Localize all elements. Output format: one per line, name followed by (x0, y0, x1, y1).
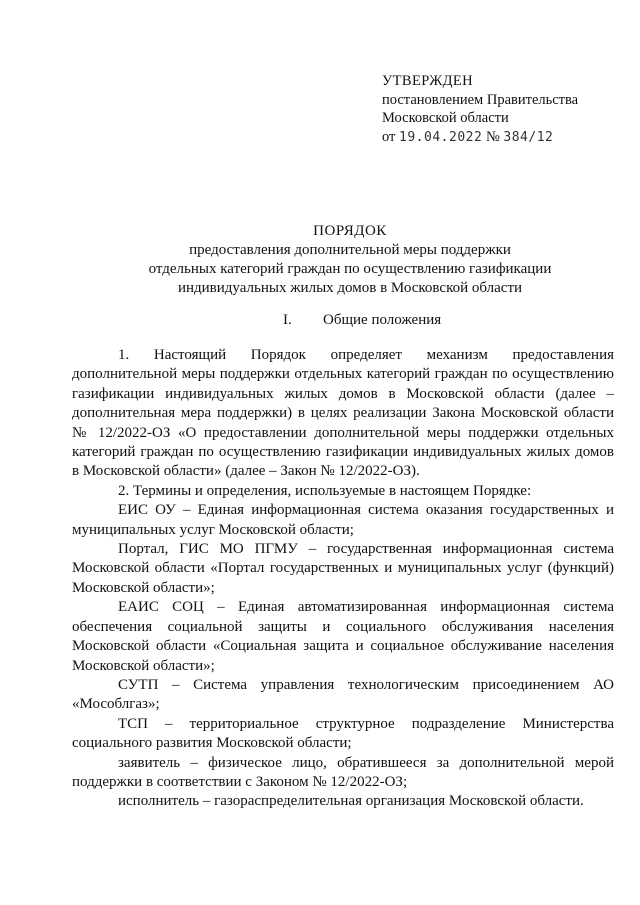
approval-title: УТВЕРЖДЕН (382, 73, 474, 89)
definition-tsp: ТСП – территориальное структурное подразделение Министерства социального развития Московской области; (72, 715, 614, 752)
approval-stamp (382, 72, 578, 147)
number-sign: № (485, 128, 500, 145)
approval-date: 19.04.2022 (399, 129, 483, 145)
document-subtitle-line-1: предоставления дополнительной меры поддержки (189, 242, 511, 258)
from-label: от (382, 128, 396, 145)
document-subtitle-line-3: индивидуальных жилых домов в Московской области (177, 280, 523, 296)
approval-number: 384/12 (503, 129, 554, 145)
approval-date-line (382, 128, 578, 148)
document-title-block (60, 222, 640, 298)
section-title: Общие положения (323, 312, 442, 328)
section-number: I. (283, 312, 292, 328)
paragraph-1: 1. Настоящий Порядок определяет механизм предоставления дополнительной меры поддержки отдельных категорий граждан по осуществлению газификации индивидуальных жилых домов в Московской области (далее – дополнительная мера поддержки) в целях реализации Закона Московской области № 12/2022-ОЗ «О предоставлении дополнительной меры поддержки отдельных категорий граждан по осуществлению газификации индивидуальных жилых домов в Московской области» (далее – Закон № 12/2022-ОЗ). (72, 347, 614, 480)
definition-executor: исполнитель – газораспределительная организация Московской области. (118, 793, 584, 810)
definition-eais-soc: ЕАИС СОЦ – Единая автоматизированная информационная система обеспечения социальной защиты и социального обслуживания населения Московской области «Социальная защита и социальное обслуживание населения Московской области»; (72, 599, 614, 674)
approval-line-1: постановлением Правительства (382, 91, 579, 108)
definition-sutp: СУТП – Система управления технологическим присоединением АО «Мособлгаз»; (72, 676, 614, 713)
document-title: ПОРЯДОК (313, 223, 387, 239)
document-body (72, 346, 614, 812)
section-heading (283, 312, 441, 329)
definition-eis-ou: ЕИС ОУ – Единая информационная система оказания государственных и муниципальных услуг Московской области; (72, 502, 614, 538)
paragraph-2: 2. Термины и определения, используемые в настоящем Порядке: (118, 482, 532, 499)
document-subtitle-line-2: отдельных категорий граждан по осуществлению газификации (148, 261, 552, 277)
definition-portal: Портал, ГИС МО ПГМУ – государственная информационная система Московской области «Портал государственных и муниципальных услуг (функций) Московской области»; (72, 541, 614, 596)
approval-line-2: Московской области (382, 110, 509, 126)
definition-applicant: заявитель – физическое лицо, обратившееся за дополнительной мерой поддержки в соответствии с Законом № 12/2022-ОЗ; (72, 754, 614, 790)
